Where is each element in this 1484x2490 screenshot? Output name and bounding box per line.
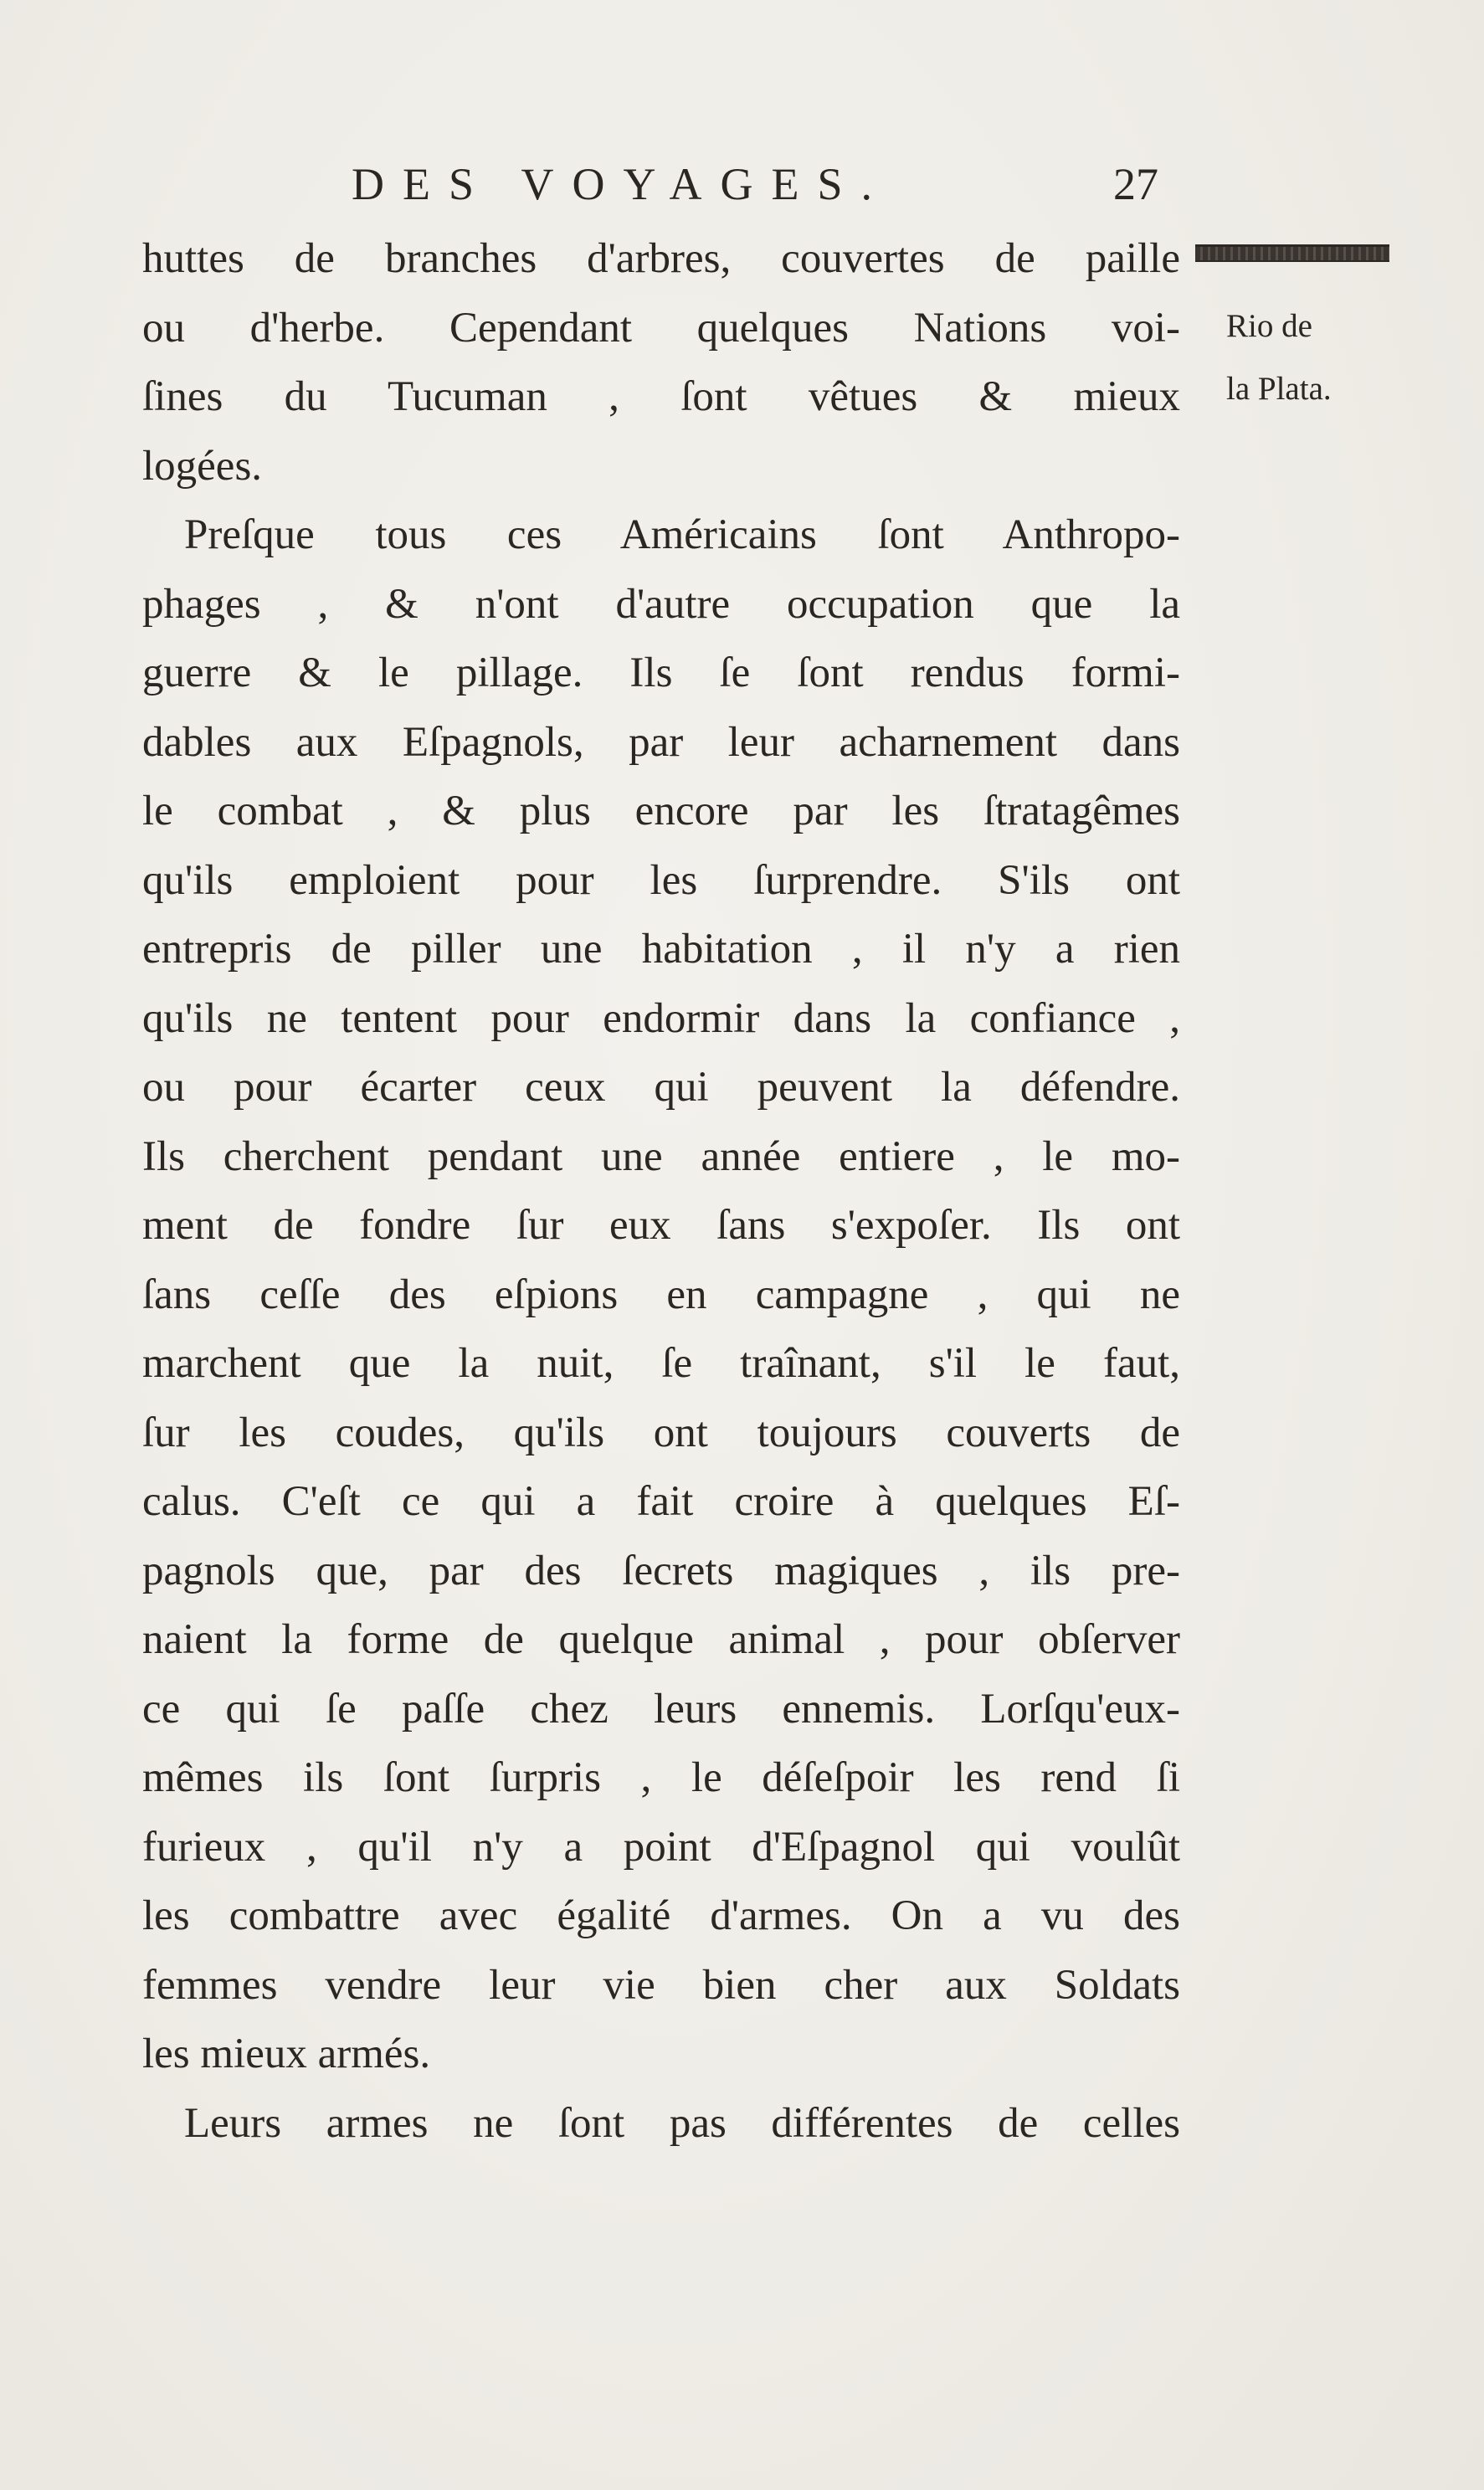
- margin-ornament-rule: [1195, 244, 1389, 262]
- text-line: ce qui ſe paſſe chez leurs ennemis. Lorſqu'eux-: [142, 1685, 1180, 1733]
- margin-note-line: Rio de: [1226, 308, 1312, 344]
- text-line: ou pour écarter ceux qui peuvent la défendre.: [142, 1064, 1180, 1111]
- text-line: ſines du Tucuman , ſont vêtues & mieux: [142, 373, 1180, 420]
- text-line: Ils cherchent pendant une année entiere , le mo-: [142, 1132, 1180, 1180]
- text-line: entrepris de piller une habitation , il n'y a rien: [142, 926, 1180, 973]
- text-line: calus. C'eſt ce qui a fait croire à quelques Eſ-: [142, 1478, 1180, 1525]
- text-line: dables aux Eſpagnols, par leur acharnement dans: [142, 718, 1180, 766]
- text-line: ſur les coudes, qu'ils ont toujours couverts de: [142, 1409, 1180, 1456]
- text-line: ou d'herbe. Cependant quelques Nations voi-: [142, 304, 1180, 352]
- page-number: 27: [1113, 159, 1158, 209]
- text-line: marchent que la nuit, ſe traînant, s'il le faut,: [142, 1340, 1180, 1387]
- text-line: phages , & n'ont d'autre occupation que la: [142, 580, 1180, 628]
- text-line: logées.: [142, 442, 263, 490]
- text-line: les mieux armés.: [142, 2031, 431, 2077]
- text-line: femmes vendre leur vie bien cher aux Soldats: [142, 1961, 1180, 2009]
- text-line: furieux , qu'il n'y a point d'Eſpagnol qui voulût: [142, 1823, 1180, 1871]
- text-line: pagnols que, par des ſecrets magiques , ils pre-: [142, 1547, 1180, 1594]
- margin-note-line: la Plata.: [1226, 371, 1332, 407]
- text-line: ſans ceſſe des eſpions en campagne , qui ne: [142, 1271, 1180, 1318]
- text-line: naient la forme de quelque animal , pour obſerver: [142, 1616, 1180, 1663]
- page-header: [352, 151, 1189, 218]
- text-line: Leurs armes ne ſont pas différentes de celles: [184, 2099, 1180, 2147]
- text-line: huttes de branches d'arbres, couvertes de paille: [142, 235, 1180, 282]
- text-line: mêmes ils ſont ſurpris , le déſeſpoir les rend ſi: [142, 1754, 1180, 1801]
- running-title: DES VOYAGES.: [352, 159, 891, 209]
- margin-note: [1226, 295, 1410, 420]
- text-line: les combattre avec égalité d'armes. On a vu des: [142, 1892, 1180, 1939]
- text-line: qu'ils ne tentent pour endormir dans la confiance ,: [142, 994, 1180, 1042]
- text-line: guerre & le pillage. Ils ſe ſont rendus formi-: [142, 649, 1180, 696]
- text-line: le combat , & plus encore par les ſtratagêmes: [142, 788, 1180, 834]
- body-text: [142, 224, 1180, 2158]
- text-line: Preſque tous ces Américains ſont Anthropo-: [184, 511, 1180, 558]
- text-line: qu'ils emploient pour les ſurprendre. S'ils ont: [142, 856, 1180, 904]
- text-line: ment de fondre ſur eux ſans s'expoſer. Ils ont: [142, 1202, 1180, 1249]
